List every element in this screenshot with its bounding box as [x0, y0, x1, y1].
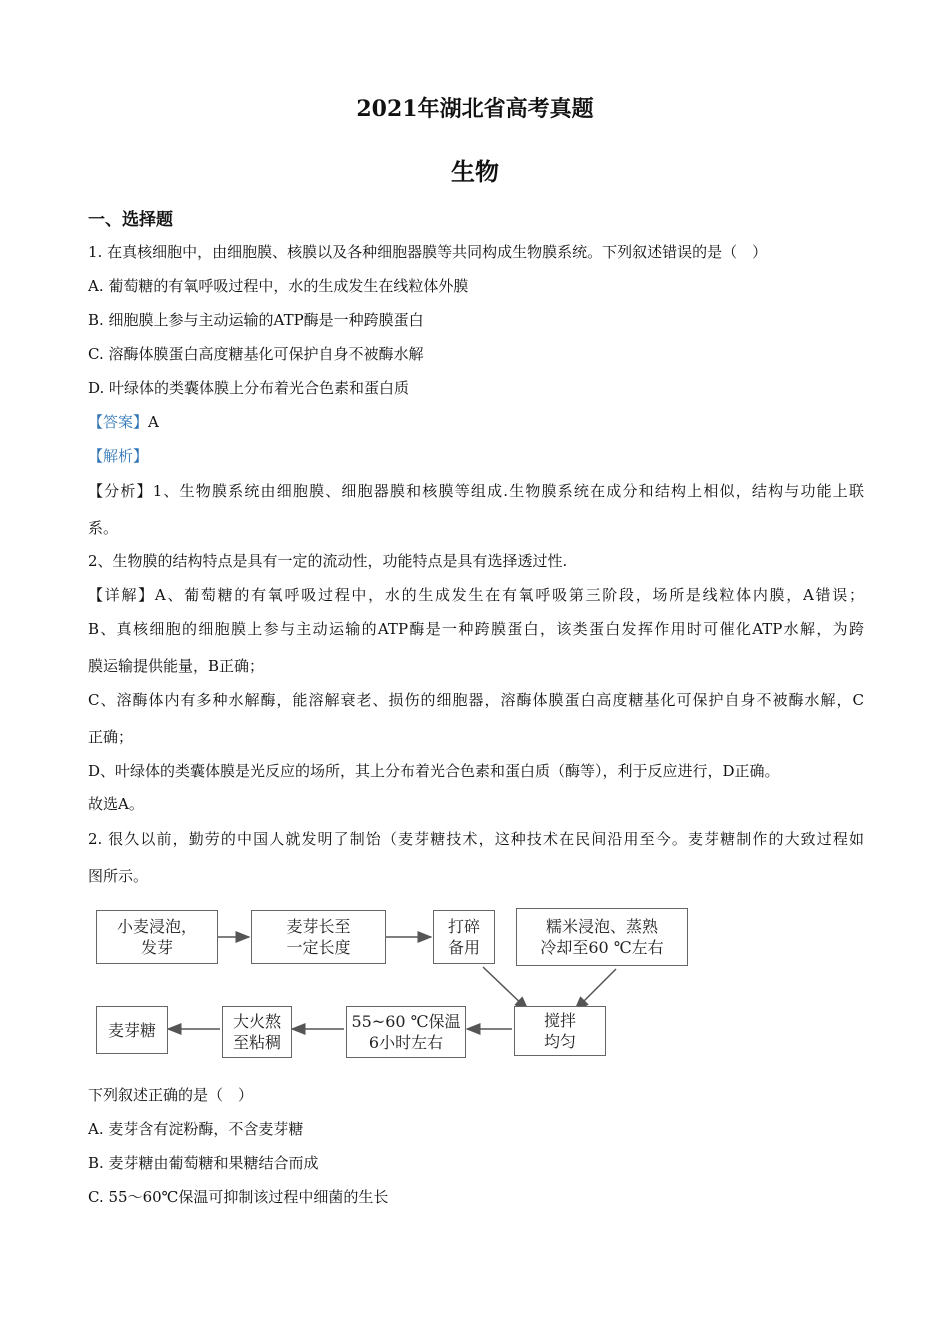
analysis-tag: 【解析】: [88, 447, 149, 465]
detail-line-a: 【详解】A、葡萄糖的有氧呼吸过程中，水的生成发生在有氧呼吸第三阶段，场所是线粒体内膜，A错误；: [88, 586, 864, 604]
step-soak-wheat: [96, 910, 218, 964]
step-stir-line-2: 均匀: [543, 1032, 576, 1051]
step-boil-line-2: 至粘稠: [232, 1033, 281, 1052]
step-keep-warm-line-1: 55~60 ℃保温: [351, 1012, 461, 1031]
section-heading: 一、选择题: [88, 210, 173, 230]
step-maltose-label: 麦芽糖: [107, 1020, 156, 1040]
q2-option-b: B. 麦芽糖由葡萄糖和果糖结合而成: [88, 1154, 319, 1172]
q2-option-a: A. 麦芽含有淀粉酶，不含麦芽糖: [88, 1120, 304, 1138]
step-crush-line-2: 备用: [447, 938, 480, 957]
analysis-line-1: 【分析】1、生物膜系统由细胞膜、细胞器膜和核膜等组成.生物膜系统在成分和结构上相似，结构与功能上联: [88, 482, 864, 500]
q1-option-c: C. 溶酶体膜蛋白高度糖基化可保护自身不被酶水解: [88, 345, 424, 363]
step-soak-wheat-line-2: 发芽: [140, 938, 173, 957]
step-boil-line-1: 大火熬: [232, 1012, 281, 1031]
step-glutinous-rice: [516, 908, 688, 966]
q1-option-d: D. 叶绿体的类囊体膜上分布着光合色素和蛋白质: [88, 379, 410, 397]
step-keep-warm-line-2: 6小时左右: [368, 1033, 444, 1052]
q2-question: 下列叙述正确的是（ ）: [88, 1086, 254, 1104]
detail-line-c1: C、溶酶体内有多种水解酶，能溶解衰老、损伤的细胞器，溶酶体膜蛋白高度糖基化可保护自身不被酶水解，C: [88, 691, 864, 709]
detail-line-d: D、叶绿体的类囊体膜是光反应的场所，其上分布着光合色素和蛋白质（酶等），利于反应进行，D正确。: [88, 762, 780, 780]
exam-title: 2021年湖北省高考真题: [356, 96, 594, 122]
analysis-line-2: 系。: [88, 519, 119, 537]
step-soak-wheat-line-1: 小麦浸泡，: [116, 917, 197, 936]
q2-stem-line-1: 2. 很久以前，勤劳的中国人就发明了制饴（麦芽糖技术，这种技术在民间沿用至今。麦芽糖制作的大致过程如: [88, 830, 864, 848]
step-grow-malt-line-2: 一定长度: [286, 938, 351, 957]
step-stir: [514, 1006, 606, 1056]
step-grow-malt-line-1: 麦芽长至: [286, 917, 351, 936]
detail-line-c2: 正确；: [88, 728, 134, 746]
step-crush-line-1: 打碎: [447, 917, 480, 936]
q2-stem-line-2: 图所示。: [88, 867, 149, 885]
detail-line-b1: B、真核细胞的细胞膜上参与主动运输的ATP酶是一种跨膜蛋白，该类蛋白发挥作用时可催化ATP水解，为跨: [88, 620, 864, 638]
arrow-3-to-5: [483, 967, 528, 1010]
step-boil: [222, 1006, 292, 1058]
answer-tag: 【答案】: [88, 413, 149, 431]
q2-option-c: C. 55～60℃保温可抑制该过程中细菌的生长: [88, 1188, 389, 1206]
answer-value: A: [148, 413, 159, 431]
conclusion-line: 故选A。: [88, 795, 144, 813]
step-grow-malt: [251, 910, 386, 964]
step-glutinous-rice-line-1: 糯米浸泡、蒸熟: [545, 917, 658, 936]
step-maltose: [96, 1006, 168, 1054]
step-glutinous-rice-line-2: 冷却至60 ℃左右: [540, 938, 664, 957]
arrow-4-to-5: [575, 969, 616, 1010]
detail-line-b2: 膜运输提供能量，B正确；: [88, 657, 265, 675]
q1-answer: [88, 411, 159, 432]
q1-stem: 1. 在真核细胞中，由细胞膜、核膜以及各种细胞器膜等共同构成生物膜系统。下列叙述错误的是（ ）: [88, 243, 768, 261]
step-crush: [433, 910, 495, 964]
maltose-process-diagram: [88, 902, 700, 1070]
q1-option-a: A. 葡萄糖的有氧呼吸过程中，水的生成发生在线粒体外膜: [88, 277, 469, 295]
q1-option-b: B. 细胞膜上参与主动运输的ATP酶是一种跨膜蛋白: [88, 311, 424, 329]
step-stir-line-1: 搅拌: [543, 1011, 576, 1030]
analysis-line-3: 2、生物膜的结构特点是具有一定的流动性，功能特点是具有选择透过性.: [88, 552, 568, 570]
subject-title: 生物: [451, 157, 499, 186]
step-keep-warm: [346, 1006, 466, 1058]
